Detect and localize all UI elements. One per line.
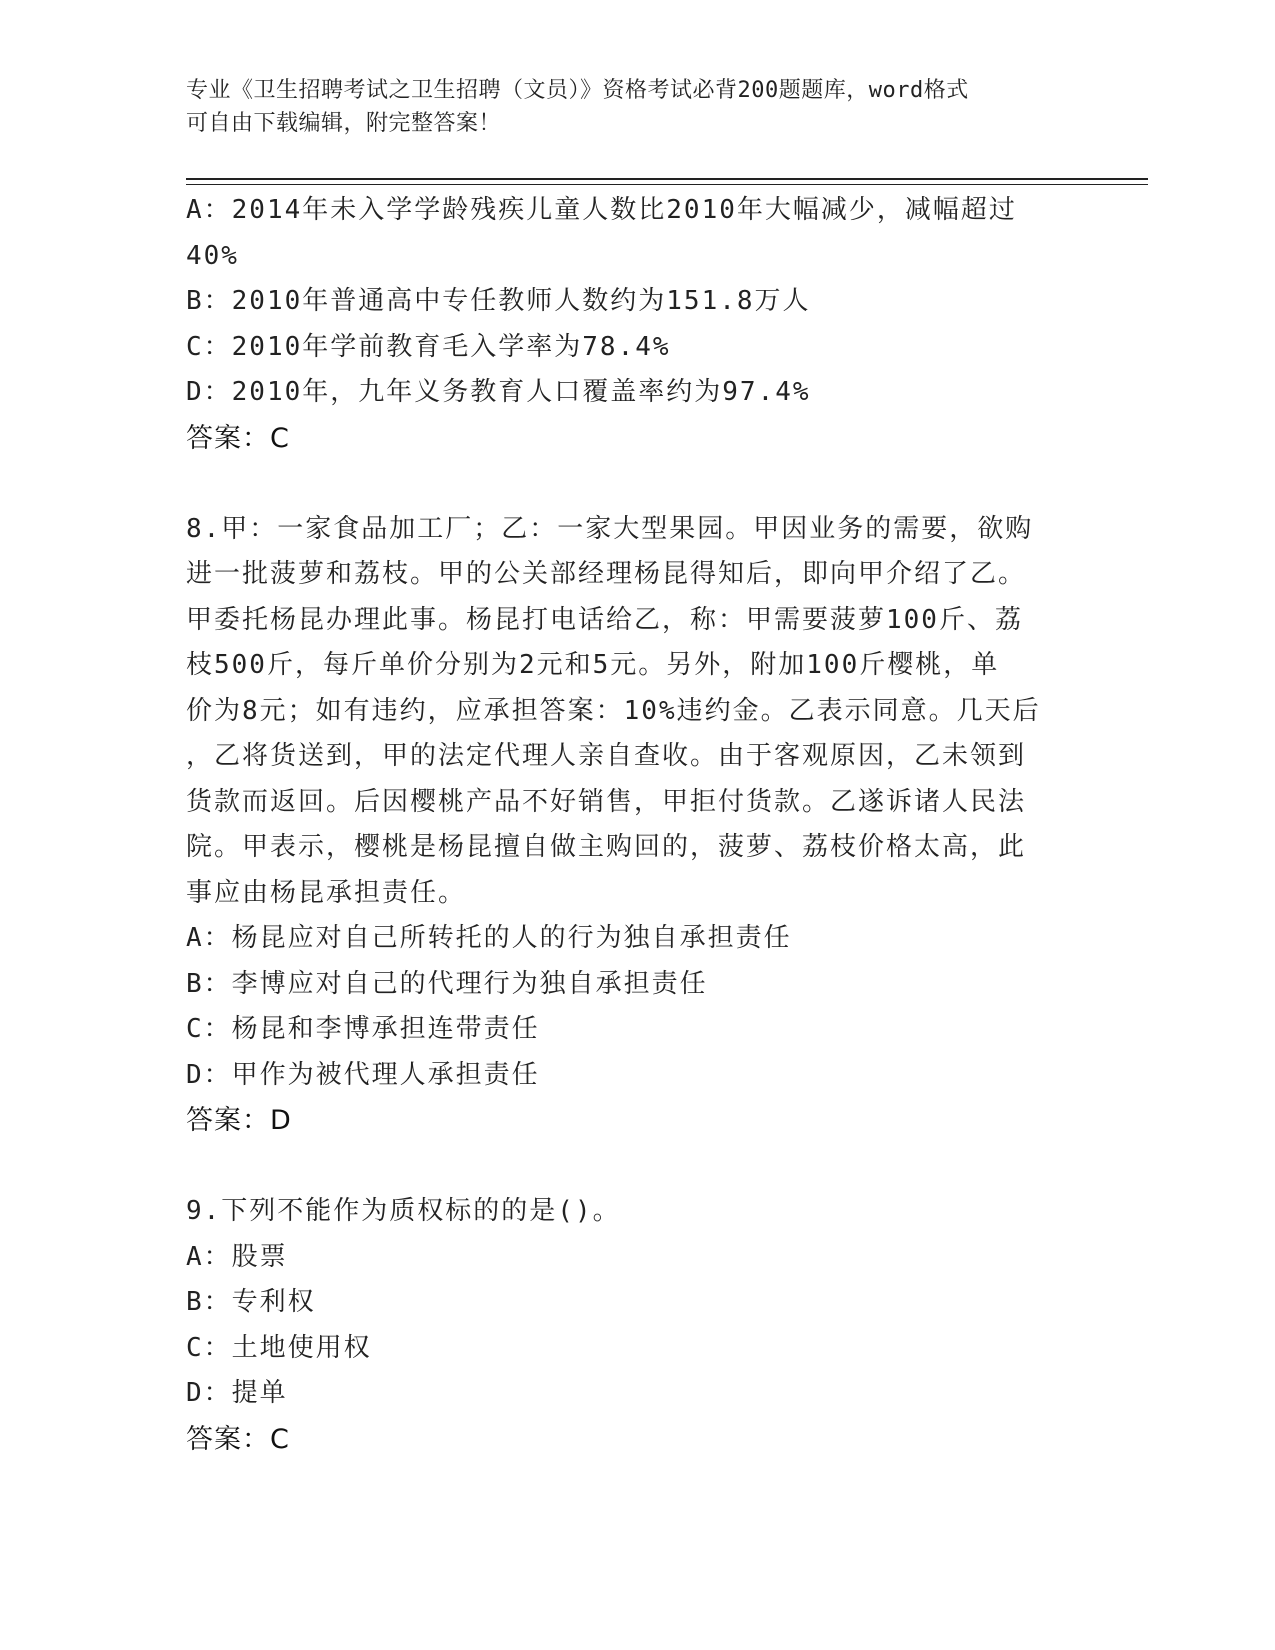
option-c: C：土地使用权 <box>186 1332 372 1363</box>
question-7-options <box>186 188 1086 461</box>
option-b: B：李博应对自己的代理行为独自承担责任 <box>186 968 708 999</box>
question-spacer <box>186 1144 1086 1190</box>
question-stem-line: 价为8元；如有违约，应承担答案：10%违约金。乙表示同意。几天后 <box>186 695 1041 726</box>
document-header <box>186 74 1086 140</box>
question-spacer <box>186 461 1086 507</box>
option-d: D：提单 <box>186 1378 288 1408</box>
question-stem: 9.下列不能作为质权标的的是()。 <box>186 1196 621 1226</box>
option-a-line-2: 40% <box>186 240 239 271</box>
header-title-line-2: 可自由下载编辑，附完整答案！ <box>186 111 502 136</box>
question-stem-line: ，乙将货送到，甲的法定代理人亲自查收。由于客观原因，乙未领到 <box>186 741 1027 771</box>
question-8 <box>186 507 1086 1144</box>
option-d: D：甲作为被代理人承担责任 <box>186 1059 540 1090</box>
option-c: C：2010年学前教育毛入学率为78.4% <box>186 331 671 362</box>
answer-line: 答案：C <box>186 1423 290 1455</box>
question-stem-line: 8.甲：一家食品加工厂；乙：一家大型果园。甲因业务的需要，欲购 <box>186 513 1034 544</box>
question-stem-line: 枝500斤，每斤单价分别为2元和5元。另外，附加100斤樱桃，单 <box>186 650 1000 680</box>
question-9 <box>186 1189 1086 1462</box>
question-stem-line: 货款而返回。后因樱桃产品不好销售，甲拒付货款。乙遂诉诸人民法 <box>186 786 1027 817</box>
answer-line: 答案：C <box>186 422 290 454</box>
option-b: B：专利权 <box>186 1287 316 1317</box>
header-title-line-1: 专业《卫生招聘考试之卫生招聘（文员）》资格考试必背200题题库，word格式 <box>186 78 969 103</box>
answer-line: 答案：D <box>186 1105 292 1136</box>
option-a: A：股票 <box>186 1241 288 1272</box>
question-stem-line: 事应由杨昆承担责任。 <box>186 877 467 908</box>
option-c: C：杨昆和李博承担连带责任 <box>186 1014 540 1044</box>
option-d: D：2010年，九年义务教育人口覆盖率约为97.4% <box>186 377 811 407</box>
option-a-line-1: A：2014年未入学学龄残疾儿童人数比2010年大幅减少，减幅超过 <box>186 195 1017 225</box>
header-divider-thick <box>186 178 1148 180</box>
question-stem-line: 甲委托杨昆办理此事。杨昆打电话给乙，称：甲需要菠萝100斤、荔 <box>186 604 1023 635</box>
question-stem-line: 院。甲表示，樱桃是杨昆擅自做主购回的，菠萝、荔枝价格太高，此 <box>186 832 1027 862</box>
header-divider-thin <box>186 184 1148 185</box>
option-b: B：2010年普通高中专任教师人数约为151.8万人 <box>186 286 811 316</box>
question-stem-line: 进一批菠萝和荔枝。甲的公关部经理杨昆得知后，即向甲介绍了乙。 <box>186 559 1027 589</box>
question-content <box>186 188 1086 1462</box>
option-a: A：杨昆应对自己所转托的人的行为独自承担责任 <box>186 923 792 953</box>
